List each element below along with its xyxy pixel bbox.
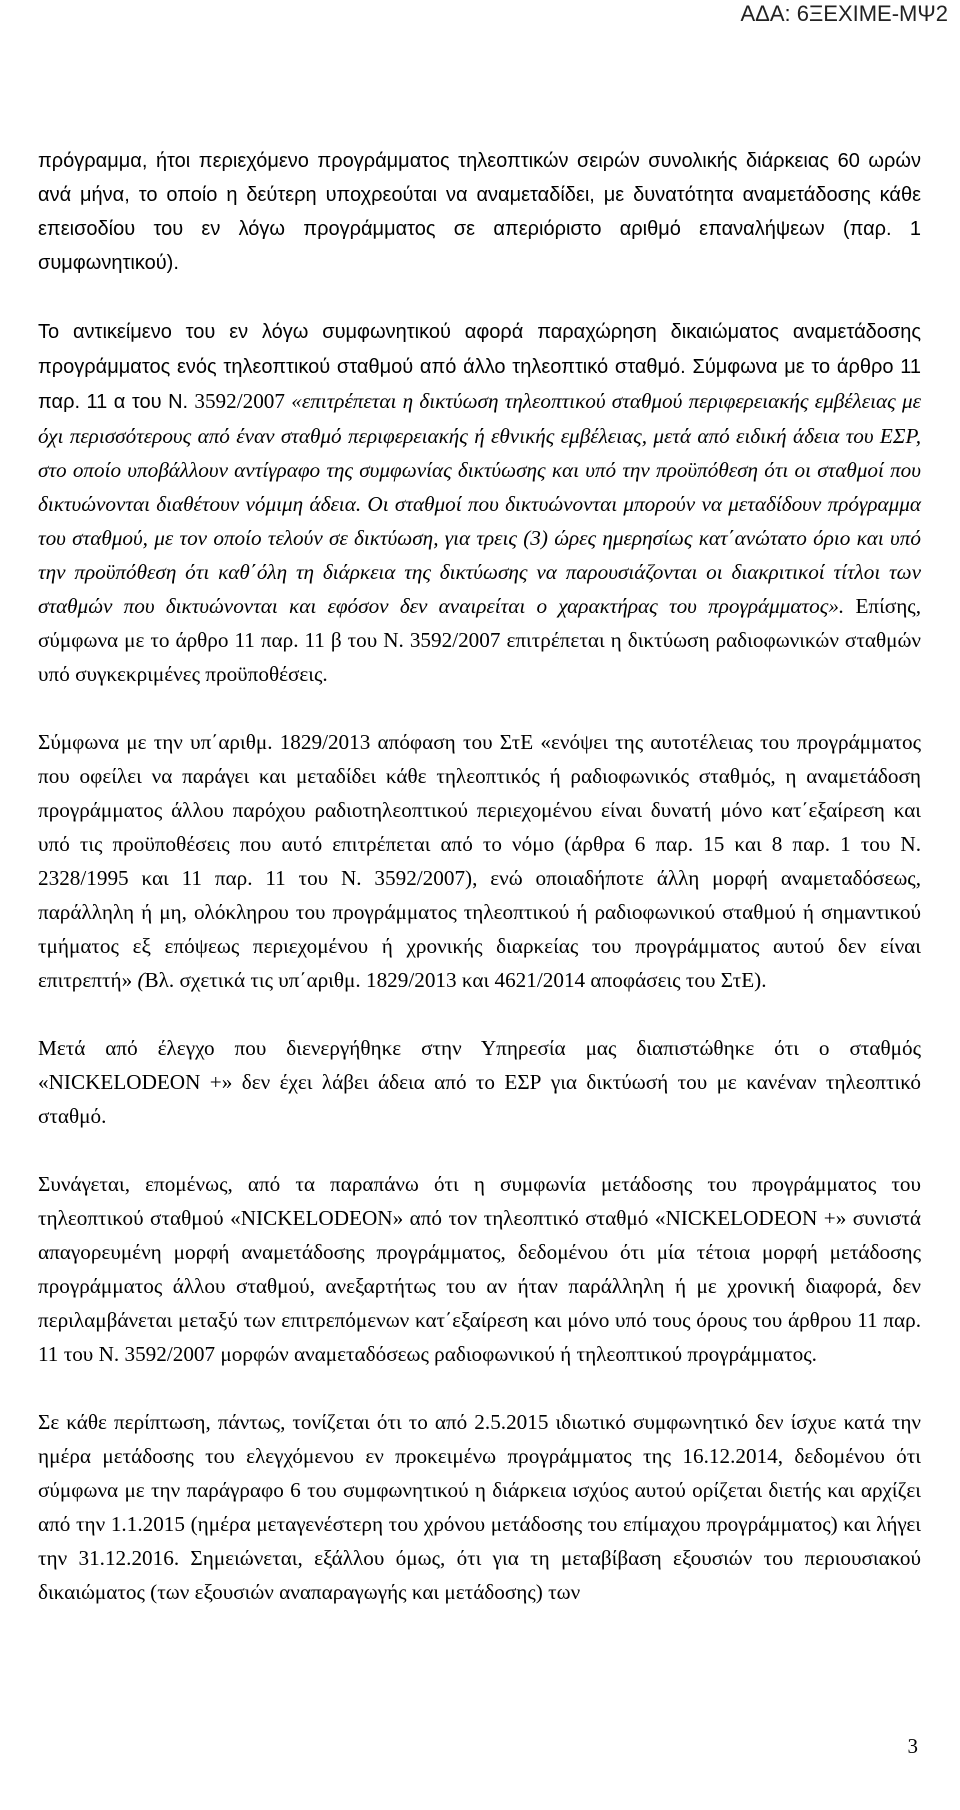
paragraph-conclusion: Συνάγεται, επομένως, από τα παραπάνω ότι η συμφωνία μετάδοσης του προγράμματος του τηλεοπτικού σταθμού «NICKELODEON» από τον τηλεοπτικό σταθμό «NICKELODEON +» συνιστά απαγορευμένη μορφή αναμετάδοσης προγράμματος, δεδομένου ότι μία τέτοια μορφή μετάδοσης προγράμματος άλλου σταθμού, ανεξαρτήτως του αν ήταν παράλληλη ή με χρονική διαφορά, δεν περιλαμβάνεται μεταξύ των επιτρεπόμενων κατ΄εξαίρεση και μόνο υπό τους όρους του άρθρου 11 παρ. 11 του Ν. 3592/2007 μορφών αναμεταδόσεως ραδιοφωνικού ή τηλεοπτικού προγράμματος. bbox=[38, 1172, 921, 1366]
paragraph-license-check: Μετά από έλεγχο που διενεργήθηκε στην Υπηρεσία μας διαπιστώθηκε ότι ο σταθμός «NICKELODEON +» δεν έχει λάβει άδεια από το ΕΣΡ για δικτύωσή του με κανέναν τηλεοπτικό σταθμό. bbox=[38, 1036, 921, 1128]
council-decision-paren: ( bbox=[137, 968, 145, 992]
law-number: 3592/2007 bbox=[188, 389, 292, 413]
paragraph-agreement-text: Το αντικείμενο του εν λόγω συμφωνητικού αφορά παραχώρηση δικαιώματος αναμετάδοσης προγράμματος ενός τηλεοπτικού σταθμού από άλλο τηλεοπτικό σταθμό. Σύμφωνα με το άρθρο 11 παρ. 11 α του Ν. bbox=[38, 321, 921, 413]
paragraph-radio-networking: Επίσης, σύμφωνα με το άρθρο 11 παρ. 11 β του Ν. 3592/2007 επιτρέπεται η δικτύωση ραδιοφωνικών σταθμών υπό συγκεκριμένες προϋποθέσεις. bbox=[38, 594, 921, 686]
law-quote-networking: «επιτρέπεται η δικτύωση τηλεοπτικού σταθμού περιφερειακής εμβέλειας με όχι περισσότερους από έναν σταθμό περιφερειακής ή εθνικής εμβέλειας, μετά από ειδική άδεια του ΕΣΡ, στο οποίο υποβάλλουν αντίγραφο της συμφωνίας δικτύωσης και υπό την προϋπόθεση ότι οι σταθμοί που δικτυώνονται διαθέτουν νόμιμη άδεια. bbox=[38, 389, 921, 516]
page-number: 3 bbox=[907, 1734, 918, 1758]
paragraph-agreement-validity: Σε κάθε περίπτωση, πάντως, τονίζεται ότι το από 2.5.2015 ιδιωτικό συμφωνητικό δεν ίσχυε κατά την ημέρα μετάδοσης του ελεγχόμενου εν προκειμένω προγράμματος της 16.12.2014, δεδομένου ότι σύμφωνα με την παράγραφο 6 του συμφωνητικού η διάρκεια ισχύος αυτού ορίζεται διετής και αρχίζει από την 1.1.2015 (ημέρα μεταγενέστερη του χρόνου μετάδοσης του επίμαχου προγράμματος) και λήγει την 31.12.2016. Σημειώνεται, εξάλλου όμως, ότι για τη μεταβίβαση εξουσιών του περιουσιακού δικαιώματος (των εξουσιών αναπαραγωγής και μετάδοσης) των bbox=[38, 1410, 921, 1604]
document-ada-code: ΑΔΑ: 6ΞΕΧΙΜΕ-ΜΨ2 bbox=[740, 1, 948, 26]
paragraph-council-decision bbox=[38, 725, 921, 997]
paragraph-agreement-subject bbox=[38, 314, 921, 691]
council-decision-quote: Σύμφωνα με την υπ΄αριθμ. 1829/2013 απόφαση του ΣτΕ «ενόψει της αυτοτέλειας του προγράμματος που οφείλει να παράγει και μεταδίδει κάθε τηλεοπτικός ή ραδιοφωνικός σταθμός, η αναμετάδοση προγράμματος άλλου παρόχου ραδιοτηλεοπτικού περιεχομένου είναι δυνατή μόνο κατ΄εξαίρεση και υπό τις προϋποθέσεις που αυτό επιτρέπεται από το νόμο (άρθρα 6 παρ. 15 και 8 παρ. 1 του Ν. 2328/1995 και 11 παρ. 11 του Ν. 3592/2007), ενώ οποιαδήποτε άλλη μορφή αναμεταδόσεως, παράλληλη ή μη, ολόκληρου του προγράμματος τηλεοπτικού ή ραδιοφωνικού σταθμού ή σημαντικού τμήματος εξ επόψεως περιεχομένου ή χρονικής διαρκείας του προγράμματος αυτού δεν είναι επιτρεπτή» bbox=[38, 730, 921, 992]
law-quote-broadcast-limits: Οι σταθμοί που δικτυώνονται μπορούν να μεταδίδουν πρόγραμμα του σταθμού, με τον οποίο τελούν σε δικτύωση, για τρεις (3) ώρες ημερησίως κατ΄ανώτατο όριο και υπό την προϋπόθεση ότι καθ΄όλη τη διάρκεια της δικτύωσης να παρουσιάζονται οι διακριτικοί τίτλοι των σταθμών που δικτυώνονται και εφόσον δεν αναιρείται ο χαρακτήρας του προγράμματος». bbox=[38, 492, 922, 618]
document-body bbox=[38, 144, 921, 1609]
paragraph-program-description: πρόγραμμα, ήτοι περιεχόμενο προγράμματος τηλεοπτικών σειρών συνολικής διάρκειας 60 ωρών ανά μήνα, το οποίο η δεύτερη υποχρεούται να αναμεταδίδει, με δυνατότητα αναμετάδοσης κάθε επεισοδίου του εν λόγω προγράμματος σε απεριόριστο αριθμό επαναλήψεων (παρ. 1 συμφωνητικού). bbox=[38, 150, 921, 274]
council-decision-reference: Βλ. σχετικά τις υπ΄αριθμ. 1829/2013 και 4621/2014 αποφάσεις του ΣτΕ). bbox=[144, 968, 767, 992]
